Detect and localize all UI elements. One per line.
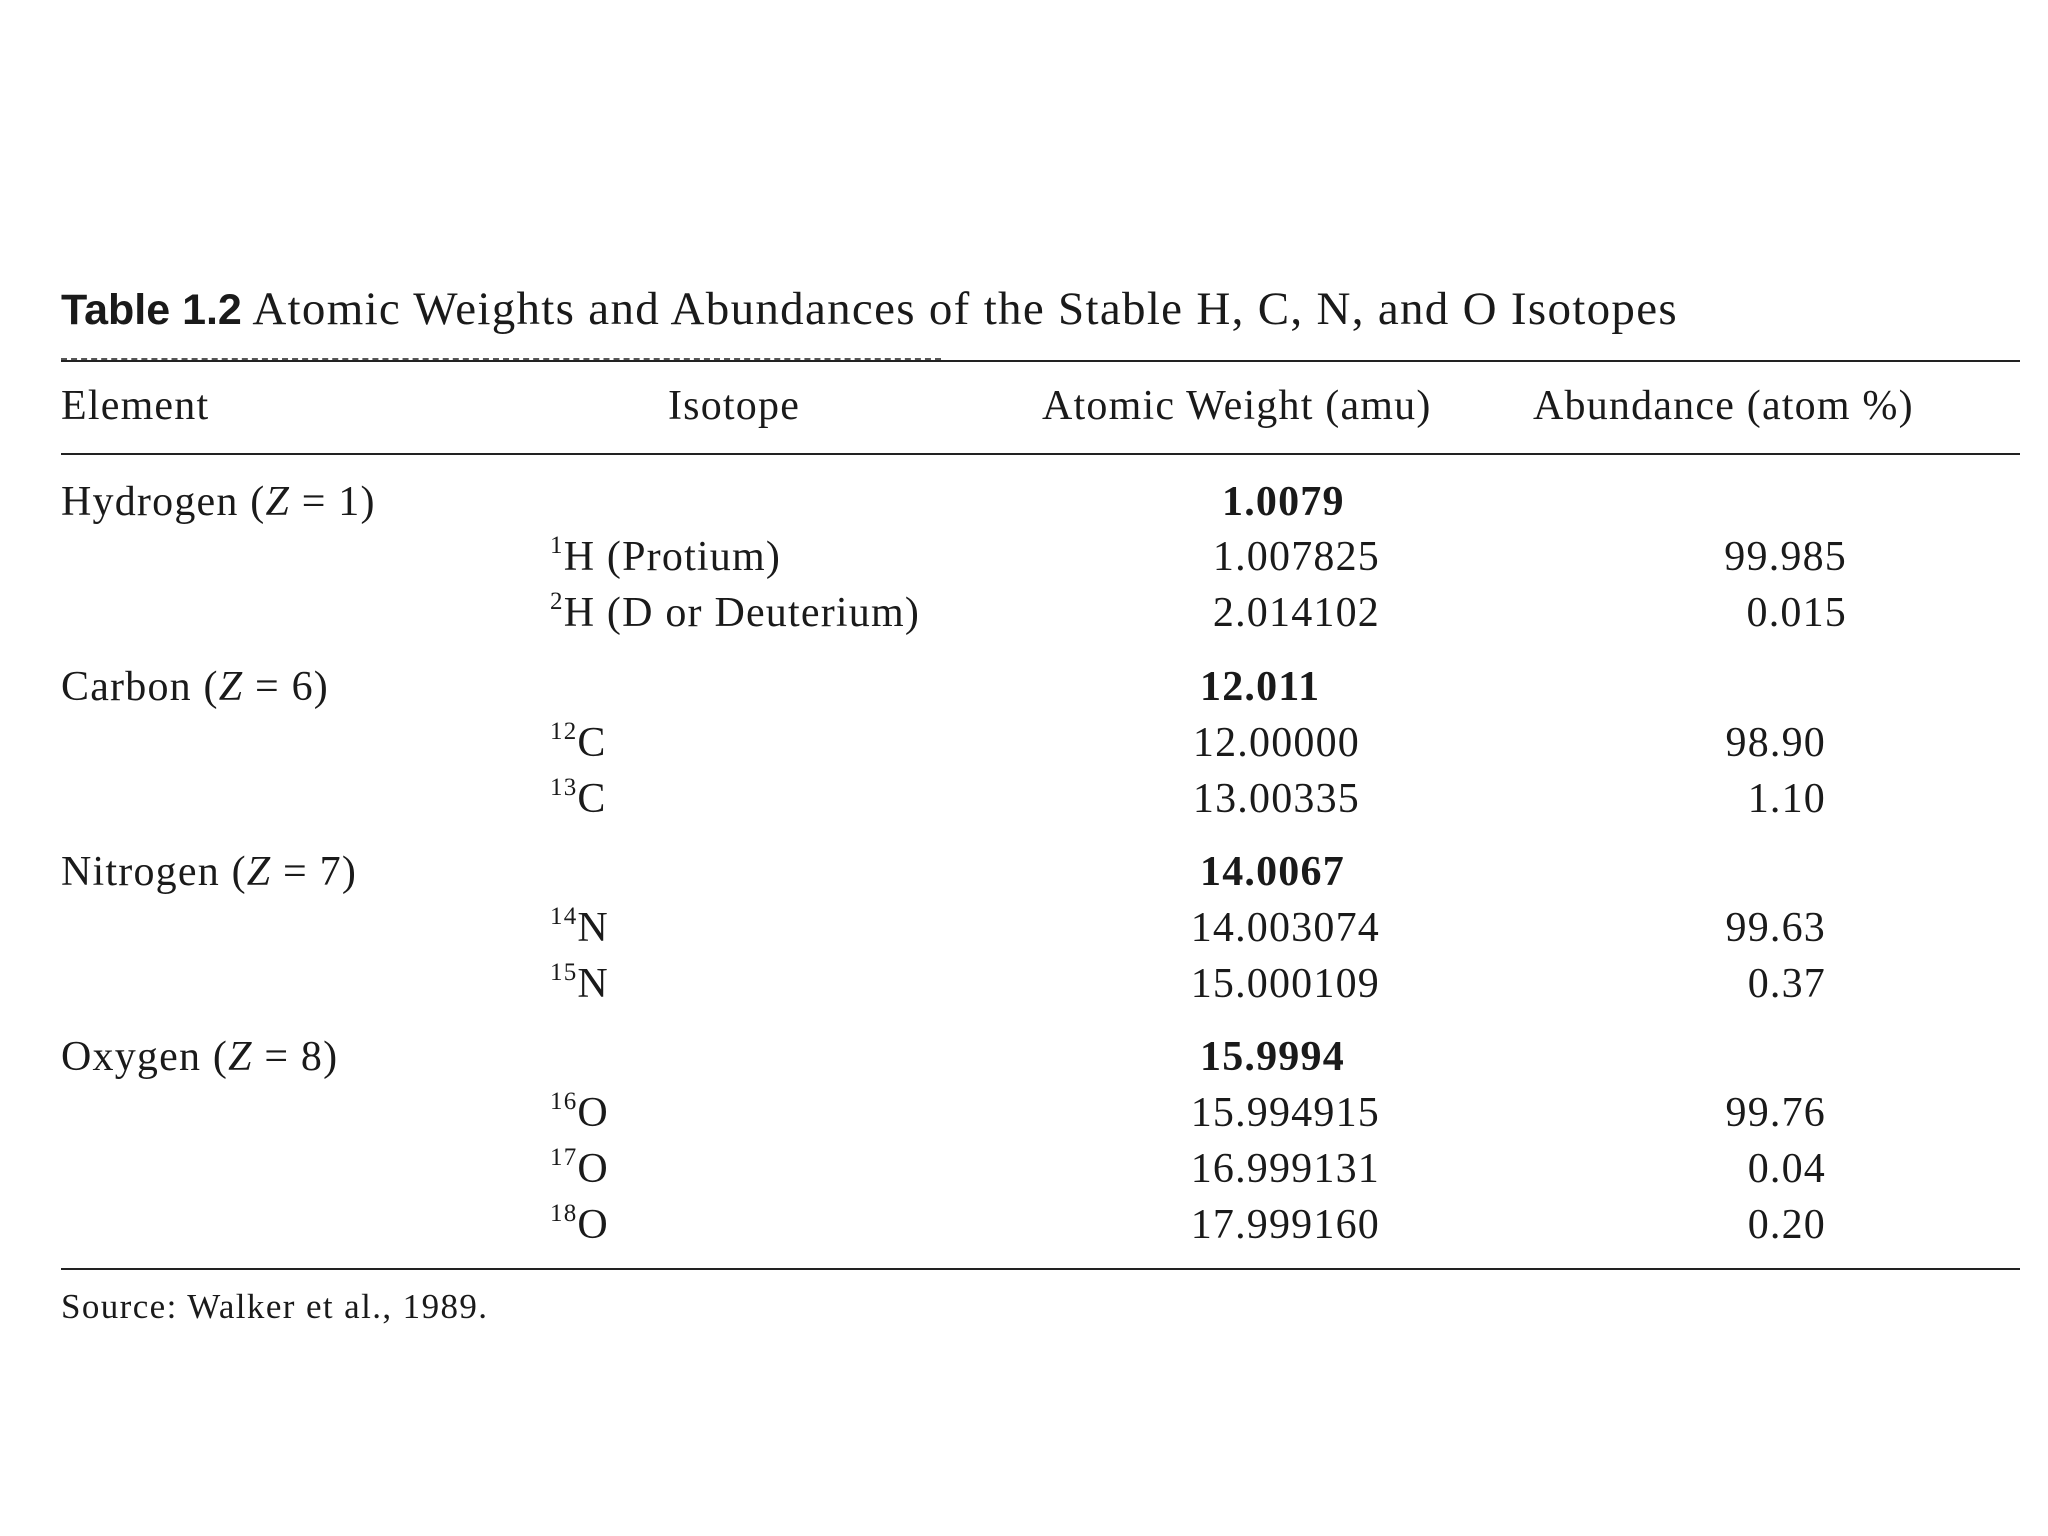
isotope-name: $^{18}$O [550,1200,609,1248]
isotope-weight: 1.007825 [1212,534,1380,580]
element-atomic-weight: 1.0079 [1222,479,1345,525]
element-row-oxygen [0,1033,2048,1089]
isotope-name: $^{15}$N [550,959,609,1007]
isotope-name: $^{14}$N [550,903,609,951]
isotope-weight: 15.000109 [1190,961,1380,1007]
isotope-name: $^{12}$C [550,718,607,766]
isotope-row [0,1145,2048,1201]
isotope-row [0,719,2048,775]
column-header-isotope: Isotope [668,383,801,429]
isotope-row [0,775,2048,831]
isotope-weight: 12.00000 [1192,720,1360,766]
isotope-weight: 14.003074 [1190,905,1380,951]
table-source-note: Source: Walker et al., 1989. [61,1287,489,1326]
isotope-abundance: 0.37 [1747,961,1826,1007]
isotope-name: $^2$H (D or Deuterium) [550,588,921,636]
isotope-weight: 16.999131 [1190,1146,1380,1192]
isotope-row [0,533,2048,589]
isotope-weight: 15.994915 [1190,1090,1380,1136]
isotope-abundance: 99.985 [1724,534,1847,580]
element-name: Carbon (Z = 6) [61,664,329,710]
element-row-carbon [0,663,2048,719]
isotope-row [0,904,2048,960]
isotope-name: $^{17}$O [550,1144,609,1192]
column-header-abundance: Abundance (atom %) [1533,383,1914,429]
bottom-rule [61,1268,2020,1270]
column-header-element: Element [61,383,210,429]
isotope-abundance: 99.63 [1725,905,1826,951]
isotope-abundance: 0.015 [1746,590,1847,636]
isotope-row [0,960,2048,1016]
isotope-name: $^{13}$C [550,774,607,822]
element-atomic-weight: 12.011 [1200,664,1321,710]
isotope-name: $^{16}$O [550,1088,609,1136]
top-rule [61,360,2020,362]
table-title: Atomic Weights and Abundances of the Stable H, C, N, and O Isotopes [252,283,1678,335]
isotope-row [0,1201,2048,1257]
isotope-name: $^1$H (Protium) [550,532,782,580]
isotope-abundance: 0.04 [1747,1146,1826,1192]
isotope-row [0,589,2048,645]
isotope-weight: 13.00335 [1192,776,1360,822]
isotope-abundance: 1.10 [1747,776,1826,822]
isotope-abundance: 98.90 [1725,720,1826,766]
isotope-abundance: 99.76 [1725,1090,1826,1136]
isotope-row [0,1089,2048,1145]
element-name: Nitrogen (Z = 7) [61,849,358,895]
isotope-abundance: 0.20 [1747,1202,1826,1248]
isotope-weight: 17.999160 [1190,1202,1380,1248]
table-caption [61,282,1678,336]
header-rule [61,453,2020,455]
table-label: Table 1.2 [61,286,242,334]
element-atomic-weight: 14.0067 [1200,849,1345,895]
element-name: Oxygen (Z = 8) [61,1034,339,1080]
element-name: Hydrogen (Z = 1) [61,479,376,525]
column-header-atomic-weight: Atomic Weight (amu) [1042,383,1432,429]
element-row-hydrogen [0,478,2048,534]
isotope-weight: 2.014102 [1212,590,1380,636]
element-atomic-weight: 15.9994 [1200,1034,1345,1080]
element-row-nitrogen [0,848,2048,904]
